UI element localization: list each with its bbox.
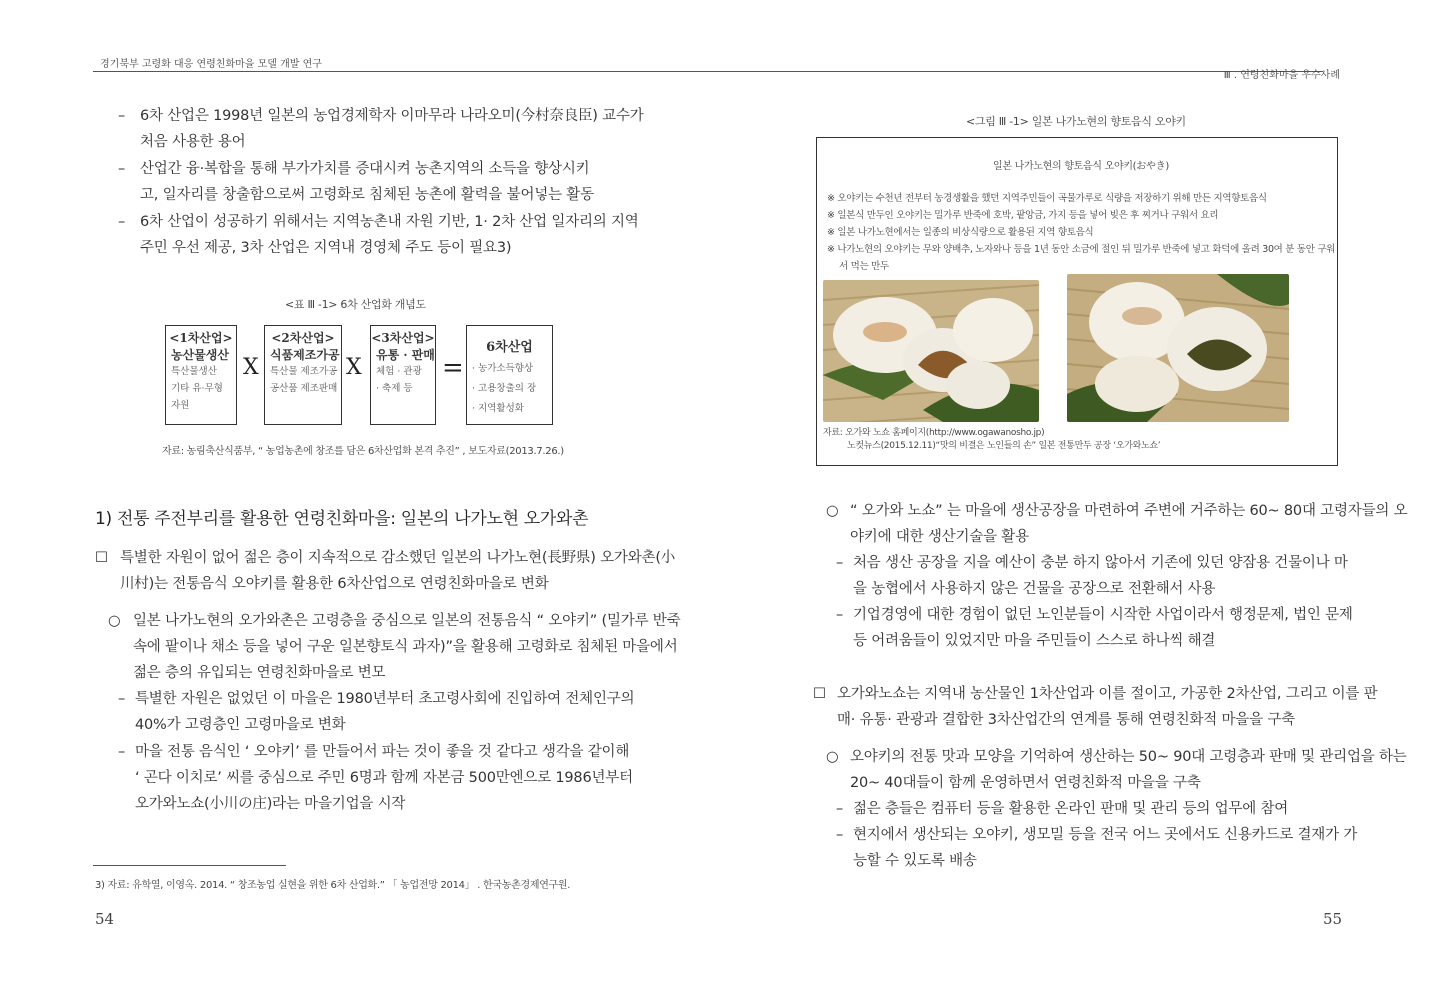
box-title: <2차산업> [271,331,335,345]
bullet-text: 특별한 자원이 없어 젊은 층이 지속적으로 감소했던 일본의 나가노현(長野県) 오가와촌(小 [120,550,676,566]
box-title: <3차산업> [371,331,435,345]
figure-box [816,137,1338,466]
box-main: 식품제조가공 [270,348,340,362]
bullet-text-cont: 20~ 40대들이 함께 운영하면서 연령친화적 마을을 구축 [850,775,1201,791]
box-sub: · 지역활성화 [472,403,524,414]
oyaki-illustration [823,280,1039,422]
bullet-text-cont: 능할 수 있도록 배송 [853,853,977,869]
circle-bullet-icon: ○ [826,503,839,519]
circle-bullet [826,499,1407,520]
dash-bullet [118,740,629,761]
bullet-text: 일본 나가노현의 오가와촌은 고령층을 중심으로 일본의 전통음식 “ 오야키” (밀가루 반죽 [133,613,681,629]
bullet-text: 처음 생산 공장을 지을 예산이 충분 하지 않아서 기존에 있던 양잠용 건물이나 마 [853,555,1348,571]
bullet-text: 산업간 융·복합을 통해 부가가치를 증대시켜 농촌지역의 소득을 향상시키 [140,161,590,177]
bullet-text-cont: 처음 사용한 용어 [140,134,246,150]
oyaki-photo-2 [1067,274,1289,422]
box-sub: 자원 [171,400,190,411]
figure-note: ※ 일본 나가노현에서는 일종의 비상식량으로 활용된 지역 향토음식 [827,227,1094,238]
dash-bullet [118,157,589,178]
figure-source: 자료: 오가와 노쇼 홈페이지(http://www.ogawanosho.jp) [823,428,1045,438]
square-bullet-icon: ☐ [813,686,826,702]
bullet-text-cont: 고, 일자리를 창출함으로써 고령화로 침체된 농촌에 활력을 불어넣는 활동 [140,187,594,203]
bullet-text-cont: 매· 유통· 관광과 결합한 3차산업간의 연계를 통해 연령친화적 마을을 구축 [837,712,1295,728]
times-operator: X [243,355,259,380]
bullet-text-cont: ‘ 곤다 이치로’ 씨를 중심으로 주민 6명과 함께 자본금 500만엔으로 1986년부터 [135,770,633,786]
bullet-text-cont: 오가와노쇼(小川の庄)라는 마을기업을 시작 [135,796,406,812]
dash-symbol: – [118,691,126,707]
page-number-left: 54 [95,910,115,928]
times-operator: X [346,355,362,380]
circle-bullet-icon: ○ [108,613,121,629]
bullet-text-cont: 등 어려움들이 있었지만 마을 주민들이 스스로 하나씩 해결 [853,633,1216,649]
square-bullet-icon: ☐ [95,550,108,566]
figure-note: ※ 나가노현의 오야키는 무와 양배추, 노자와나 등을 1년 동안 소금에 절인 뒤 밀가루 반죽에 넣고 화덕에 올려 30여 분 동안 구워 [827,244,1336,255]
bullet-text-cont: 야키에 대한 생산기술을 활용 [850,529,1029,545]
dash-symbol: – [118,108,126,124]
dash-bullet [836,551,1348,572]
footnote: 3) 자료: 유학열, 이영옥. 2014. “ 창조농업 실현을 위한 6차 산업화.” 「 농업전망 2014」 . 한국농촌경제연구원. [95,880,571,891]
figure-note: ※ 오야키는 수천년 전부터 농경생활을 했던 지역주민들이 곡물가루로 식량을 저장하기 위해 만든 지역향토음식 [827,193,1267,204]
box-sub: · 농가소득향상 [472,363,534,374]
bullet-text-cont: 주민 우선 제공, 3차 산업은 지역내 경영체 주도 등이 필요3) [140,240,512,256]
box-sub: · 축제 등 [376,383,413,394]
bullet-text: 6차 산업은 1998년 일본의 농업경제학자 이마무라 나라오미(今村奈良臣) 교수가 [140,108,644,124]
dash-symbol: – [836,801,844,817]
bullet-text: 마을 전통 음식인 ‘ 오야키’ 를 만들어서 파는 것이 좋을 것 같다고 생각을 같이해 [135,744,630,760]
box-bullet [813,682,1377,703]
circle-bullet [108,609,680,630]
box-sub: 공산품 제조판매 [270,383,338,394]
concept-box-primary [165,325,237,425]
bullet-text: 젊은 층들은 컴퓨터 등을 활용한 온라인 판매 및 관리 등의 업무에 참여 [853,801,1289,817]
bullet-text: 6차 산업이 성공하기 위해서는 지역농촌내 자원 기반, 1· 2차 산업 일자리의 지역 [140,214,639,230]
running-header-right: Ⅲ . 연령친화마을 우수사례 [1223,70,1340,81]
bullet-text: 오야키의 전통 맛과 모양을 기억하여 생산하는 50~ 90대 고령층과 판매 및 관리업을 하는 [850,749,1407,765]
bullet-text: 현지에서 생산되는 오야키, 생모밀 등을 전국 어느 곳에서도 신용카드로 결재가 가 [853,827,1358,843]
dash-symbol: – [836,607,844,623]
dash-symbol: – [836,555,844,571]
oyaki-illustration [1067,274,1289,422]
figure-note: ※ 일본식 만두인 오야키는 밀가루 반죽에 호박, 팥앙금, 가지 등을 넣어 빚은 후 찌거나 구워서 요리 [827,210,1219,221]
oyaki-photo-1 [823,280,1039,422]
box-sub: 체험 · 관광 [376,366,422,377]
box-bullet [95,546,675,567]
bullet-text-cont: 속에 팥이나 채소 등을 넣어 구운 일본향토식 과자)”을 활용해 고령화로 침체된 마을에서 [133,639,678,655]
equals-operator: = [442,353,464,383]
box-sub: 기타 유·무형 [171,383,223,394]
bullet-text: 특별한 자원은 없었던 이 마을은 1980년부터 초고령사회에 진입하여 전체인구의 [135,691,635,707]
dash-bullet [118,104,644,125]
dash-symbol: – [118,214,126,230]
header-rule [93,71,1323,72]
running-header-left: 경기북부 고령화 대응 연령친화마을 모델 개발 연구 [100,59,322,70]
bullet-text: “ 오가와 노쇼” 는 마을에 생산공장을 마련하여 주변에 거주하는 60~ 80대 고령자들의 오 [850,503,1408,519]
page-number-right: 55 [1323,910,1343,928]
concept-box-secondary [264,325,342,425]
figure-source: 노컷뉴스(2015.12.11)“맛의 비결은 노인들의 손” 일본 전통만두 공장 ‘오가와노쇼’ [847,441,1161,451]
footnote-rule [93,865,286,866]
box-title: 6차산업 [486,340,533,355]
circle-bullet [826,745,1407,766]
bullet-text: 기업경영에 대한 경험이 없던 노인분들이 시작한 사업이라서 행정문제, 법인 문제 [853,607,1353,623]
box-sub: 특산물 제조가공 [270,366,338,377]
box-main: 농산물생산 [171,348,229,362]
box-title: <1차산업> [169,331,233,345]
dash-symbol: – [118,161,126,177]
bullet-text-cont: 젊은 층의 유입되는 연령친화마을로 변모 [133,665,386,681]
dash-bullet [836,603,1353,624]
figure-title: 일본 나가노현의 향토음식 오야키(おやき) [993,161,1169,172]
box-main: 유통 · 판매 [376,348,435,362]
figure-note-cont: 서 먹는 만두 [839,261,889,272]
concept-box-sixth [466,325,553,425]
table-caption: <표 Ⅲ -1> 6차 산업화 개념도 [285,298,426,311]
box-sub: 특산물생산 [171,366,217,377]
box-sub: · 고용창출의 장 [472,383,537,394]
dash-bullet [836,823,1357,844]
circle-bullet-icon: ○ [826,749,839,765]
dash-bullet [836,797,1288,818]
section-title: 1) 전통 주전부리를 활용한 연령친화마을: 일본의 나가노현 오가와촌 [95,509,589,529]
bullet-text-cont: 을 농협에서 사용하지 않은 건물을 공장으로 전환해서 사용 [853,581,1216,597]
figure-caption: <그림 Ⅲ -1> 일본 나가노현의 향토음식 오야키 [966,115,1186,128]
dash-symbol: – [118,744,126,760]
bullet-text-cont: 川村)는 전통음식 오야키를 활용한 6차산업으로 연령친화마을로 변화 [120,576,549,592]
bullet-text: 오가와노쇼는 지역내 농산물인 1차산업과 이를 절이고, 가공한 2차산업, 그리고 이를 판 [837,686,1378,702]
dash-bullet [118,210,639,231]
dash-symbol: – [836,827,844,843]
dash-bullet [118,687,634,708]
source-note: 자료: 농림축산식품부, “ 농업농촌에 창조를 담은 6차산업화 본격 추진” , 보도자료(2013.7.26.) [162,446,564,457]
bullet-text-cont: 40%가 고령층인 고령마을로 변화 [135,717,346,733]
concept-box-tertiary [370,325,436,425]
